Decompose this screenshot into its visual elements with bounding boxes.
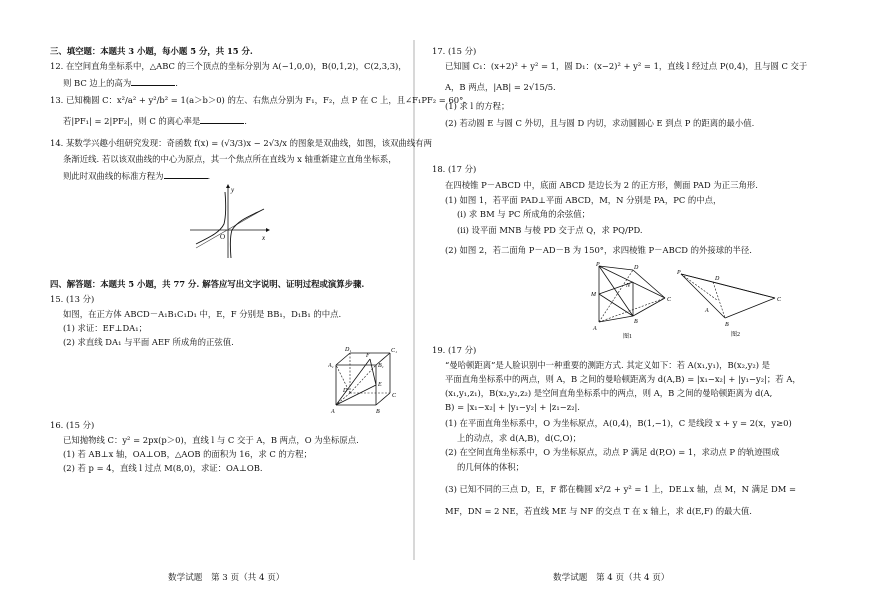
label-B: B xyxy=(376,409,380,415)
page-3-footer: 数学试题 第 3 页（共 4 页） xyxy=(168,573,285,583)
page-4-footer: 数学试题 第 4 页（共 4 页） xyxy=(553,573,670,583)
fig1-label-C: C xyxy=(667,297,672,303)
label-D1: D₁ xyxy=(345,347,352,353)
q18-part-2: (2) 如图 2，若二面角 P－AD－B 为 150°，求四棱锥 P－ABCD 的外接球的半径. xyxy=(445,245,752,255)
fig2-label-D: D xyxy=(715,276,720,282)
q19-line-4: B) = |x₁−x₂| + |y₁−y₂| + |z₁−z₂|. xyxy=(445,402,580,412)
cube-figure xyxy=(328,345,404,415)
label-B1: B₁ xyxy=(378,363,384,369)
q15-header: 15. (13 分) xyxy=(50,294,95,304)
q14-line-1: 14. 某数学兴趣小组研究发现：奇函数 f(x) = (√3/3)x − 2√3/x 的图象是双曲线，如图，该双曲线有两 xyxy=(50,138,432,148)
q12-line-2: 则 BC 边上的高为 . xyxy=(63,78,178,88)
asymptote xyxy=(196,210,262,248)
figure-2 xyxy=(675,268,787,338)
q17-part-2: (2) 若动圆 E 与圆 C 外切，且与圆 D 内切，求动圆圆心 E 到点 P 的距离的最小值. xyxy=(445,118,755,128)
q17-header: 17. (15 分) xyxy=(432,46,477,56)
label-F: F xyxy=(366,353,370,359)
fig2-label-C: C xyxy=(777,297,782,303)
q17-line-1: 已知圆 C₁：(x+2)² + y² = 1，圆 D₁：(x−2)² + y² = 1，直线 l 经过点 P(0,4)，且与圆 C 交于 xyxy=(445,61,808,71)
fig1-label-B: B xyxy=(634,319,638,325)
label-C1: C₁ xyxy=(391,348,398,354)
q19-line-2: 平面直角坐标系中的两点，则 A，B 之间的曼哈顿距离为 d(A,B) = |x₁−x₂| + |y₁−y₂|；若 A， xyxy=(445,374,801,384)
q13-line-2: 若|PF₁| = 2|PF₂|，则 C 的离心率是 . xyxy=(63,116,247,126)
figure-1 xyxy=(585,260,675,340)
q14-line-3: 则此时双曲线的标准方程为 . xyxy=(63,171,211,181)
q17-part-1: (1) 求 l 的方程； xyxy=(445,101,510,111)
hyperbola-graph xyxy=(188,184,270,260)
hyperbola-branch-right xyxy=(230,209,264,258)
fig1-label-M: M xyxy=(591,292,596,298)
fig1-label-P: P xyxy=(596,262,600,268)
q18-part-1-ii: (ⅱ) 设平面 MNB 与棱 PD 交于点 Q，求 PQ/PD. xyxy=(457,225,643,235)
q12-line-1: 12. 在空间直角坐标系中，△ABC 的三个顶点的坐标分别为 A(−1,0,0)，B(0,1,2)，C(2,3,3)， xyxy=(50,61,407,71)
q18-header: 18. (17 分) xyxy=(432,164,477,174)
fig1-caption: 图1 xyxy=(623,334,633,340)
q15-part-1: (1) 求证：EF⊥DA₁； xyxy=(63,323,147,333)
origin-label: O xyxy=(220,233,226,241)
q19-header: 19. (17 分) xyxy=(432,345,477,355)
label-A: A xyxy=(331,409,335,415)
answer-blank xyxy=(200,114,244,124)
q18-part-1: (1) 如图 1，若平面 PAD⊥平面 ABCD，M，N 分别是 PA，PC 的中点， xyxy=(445,195,722,205)
fig1-label-D: D xyxy=(634,265,639,271)
q16-line-1: 已知抛物线 C：y² = 2px(p＞0)，直线 l 与 C 交于 A，B 两点，O 为坐标原点. xyxy=(63,435,359,445)
fig2-label-A: A xyxy=(705,308,709,314)
section-4-heading: 四、解答题：本题共 5 小题，共 77 分. 解答应写出文字说明、证明过程或演算步骤. xyxy=(50,279,365,289)
label-D: D xyxy=(343,388,348,394)
answer-blank xyxy=(131,76,175,86)
q13-line-1: 13. 已知椭圆 C：x²/a² + y²/b² = 1(a＞b＞0) 的左、右焦点分别为 F₁，F₂，点 P 在 C 上，且∠F₁PF₂ = 60°. xyxy=(50,95,466,105)
fig2-label-B: B xyxy=(725,322,729,328)
q18-part-1-i: (ⅰ) 求 BM 与 PC 所成角的余弦值； xyxy=(457,209,591,219)
x-axis-arrow xyxy=(266,228,270,232)
label-C: C xyxy=(392,393,397,399)
y-label: y xyxy=(231,186,235,194)
q15-line-1: 如图，在正方体 ABCD－A₁B₁C₁D₁ 中，E，F 分别是 BB₁，D₁B₁ 的中点. xyxy=(63,309,342,319)
q16-part-1: (1) 若 AB⊥x 轴，OA⊥OB，△AOB 的面积为 16，求 C 的方程； xyxy=(63,449,312,459)
q16-part-2: (2) 若 p = 4，直线 l 过点 M(8,0)，求证：OA⊥OB. xyxy=(63,463,263,473)
page-4 xyxy=(415,0,870,615)
q15-part-2: (2) 求直线 DA₁ 与平面 AEF 所成角的正弦值. xyxy=(63,337,234,347)
q18-line-1: 在四棱锥 P－ABCD 中，底面 ABCD 是边长为 2 的正方形，侧面 PAD 为正三角形. xyxy=(445,180,758,190)
q19-part-3-cont: MF，DN = 2 NE，若直线 ME 与 NF 的交点 T 在 x 轴上，求 d(E,F) 的最大值. xyxy=(445,506,752,516)
q19-part-2: (2) 在空间直角坐标系中，O 为坐标原点，动点 P 满足 d(P,O) = 1，求动点 P 的轨迹围成 xyxy=(445,447,780,457)
label-A1: A₁ xyxy=(328,363,334,369)
fig1-label-A: A xyxy=(593,326,597,332)
section-3-heading: 三、填空题：本题共 3 小题，每小题 5 分，共 15 分. xyxy=(50,46,253,56)
fig1-label-N: N xyxy=(626,283,631,289)
label-E: E xyxy=(378,382,382,388)
q19-part-1: (1) 在平面直角坐标系中，O 为坐标原点，A(0,4)，B(1,−1)，C 是线段 x + y = 2(x，y≥0) xyxy=(445,418,792,428)
y-axis-arrow xyxy=(226,184,230,188)
answer-blank xyxy=(164,169,208,179)
q16-header: 16. (15 分) xyxy=(50,420,95,430)
q17-line-2: A，B 两点，|AB| = 2√15/5. xyxy=(445,82,556,92)
x-label: x xyxy=(262,234,266,242)
fig2-label-P: P xyxy=(677,270,681,276)
fig2-caption: 图2 xyxy=(731,332,741,338)
q19-line-1: “曼哈顿距离”是人脸识别中一种重要的测距方式. 其定义如下：若 A(x₁,y₁)，B(x₂,y₂) 是 xyxy=(445,360,771,370)
q19-part-2-cont: 的几何体的体积； xyxy=(457,462,524,472)
q19-line-3: (x₁,y₁,z₁)，B(x₂,y₂,z₂) 是空间直角坐标系中的两点，则 A，B 之间的曼哈顿距离为 d(A, xyxy=(445,388,773,398)
q19-part-1-cont: 上的动点，求 d(A,B)，d(C,O)； xyxy=(457,433,581,443)
q19-part-3: (3) 已知不同的三点 D，E，F 都在椭圆 x²/2 + y² = 1 上，DE⊥x 轴，点 M，N 满足 DM = xyxy=(445,484,796,494)
q14-line-2: 条渐近线. 若以该双曲线的中心为原点，其一个焦点所在直线为 x 轴重新建立直角坐标系， xyxy=(63,154,397,164)
